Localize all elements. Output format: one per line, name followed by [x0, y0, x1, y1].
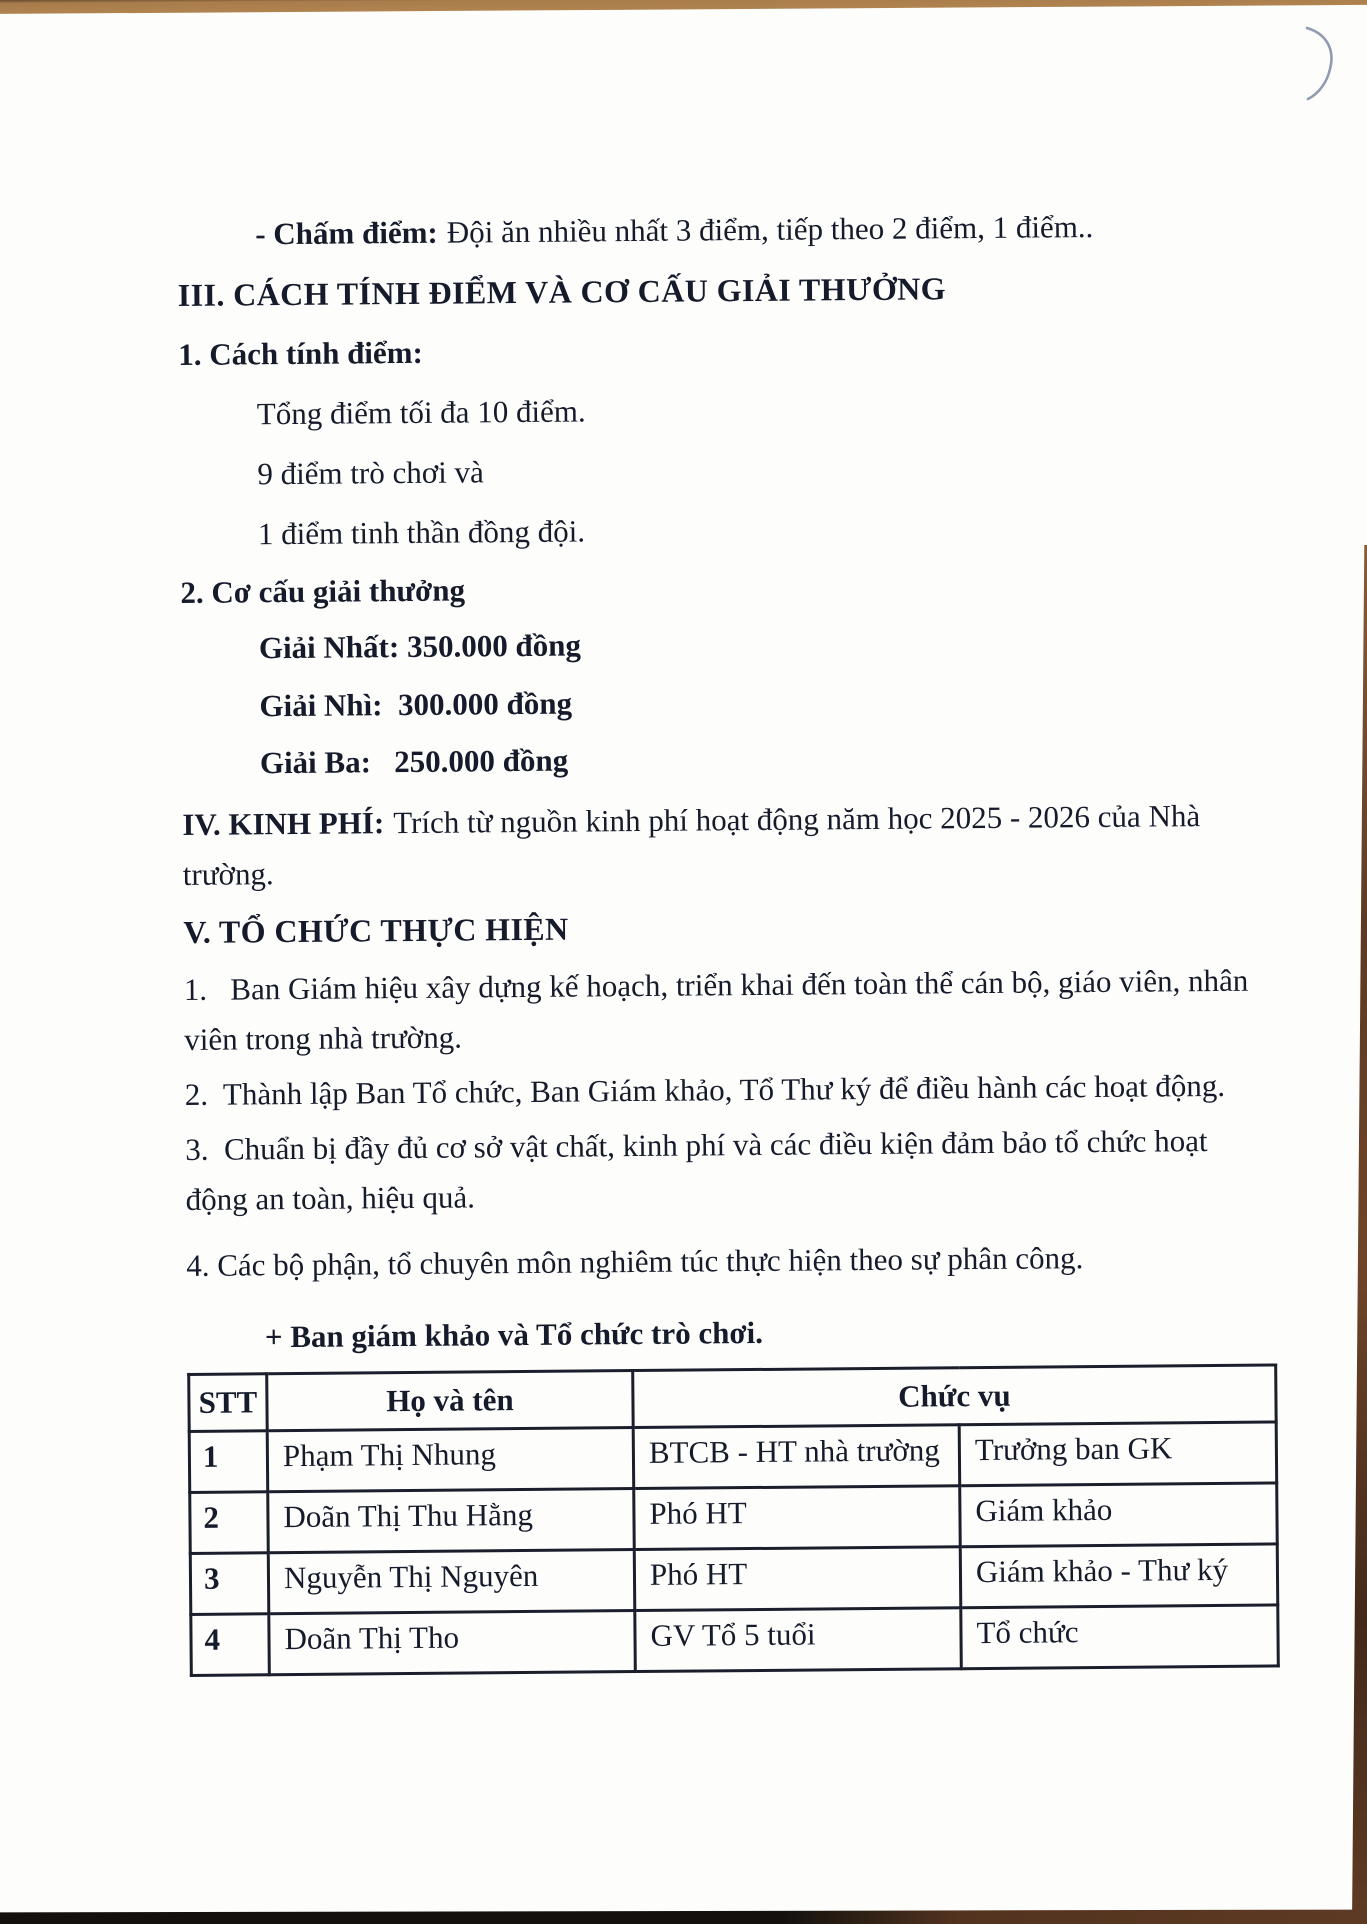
table-row — [190, 1483, 1278, 1553]
section-iii-title: III. CÁCH TÍNH ĐIỂM VÀ CƠ CẤU GIẢI THƯỞNG — [177, 270, 947, 313]
row2-name: Doãn Thị Thu Hằng — [268, 1489, 635, 1553]
header-position: Chức vụ — [633, 1365, 1276, 1428]
table-row — [189, 1422, 1277, 1492]
judges-table — [187, 1363, 1280, 1677]
header-stt: STT — [189, 1374, 267, 1432]
section-v-title: V. TỔ CHỨC THỰC HIỆN — [183, 910, 569, 950]
table-row — [191, 1605, 1279, 1675]
scoring-note-label: - Chấm điểm: — [255, 214, 438, 252]
calc-line-1: Tổng điểm tối đa 10 điểm. — [256, 393, 586, 432]
scoring-note-text: Đội ăn nhiều nhất 3 điểm, tiếp theo 2 điểm, 1 điểm.. — [446, 209, 1094, 250]
desk-edge-bottom — [0, 1910, 1367, 1924]
row4-role2: Tổ chức — [961, 1605, 1279, 1669]
prizes-title: 2. Cơ cấu giải thưởng — [180, 572, 466, 610]
row2-role2: Giám khảo — [960, 1483, 1278, 1547]
row2-stt: 2 — [190, 1492, 269, 1554]
scoring-note — [177, 196, 1247, 265]
section-iv-text: Trích từ nguồn kinh phí hoạt động năm học 2025 - 2026 của Nhà trường. — [182, 798, 1209, 892]
row1-stt: 1 — [189, 1431, 268, 1493]
org-item-1: 1. Ban Giám hiệu xây dựng kế hoạch, triển khai đến toàn thể cán bộ, giáo viên, nhân viên trong nhà trường. — [183, 962, 1257, 1057]
calc-line-2: 9 điểm trò chơi và — [257, 454, 484, 492]
desk-edge-right — [1352, 545, 1367, 1924]
judges-heading: + Ban giám khảo và Tổ chức trò chơi. — [264, 1314, 764, 1355]
table-row — [190, 1544, 1278, 1614]
table-header-row — [189, 1365, 1276, 1431]
prize-first: Giải Nhất: 350.000 đồng — [258, 627, 582, 666]
header-name: Họ và tên — [267, 1371, 633, 1431]
row1-role2: Trưởng ban GK — [959, 1422, 1277, 1486]
row3-role1: Phó HT — [634, 1547, 961, 1611]
org-item-4: 4. Các bộ phận, tổ chuyên môn nghiêm túc thực hiện theo sự phân công. — [186, 1240, 1084, 1283]
org-item-2: 2. Thành lập Ban Tổ chức, Ban Giám khảo, Tổ Thư ký để điều hành các hoạt động. — [184, 1067, 1226, 1112]
row3-name: Nguyễn Thị Nguyên — [268, 1550, 635, 1614]
row3-role2: Giám khảo - Thư ký — [960, 1544, 1278, 1608]
row2-role1: Phó HT — [634, 1486, 961, 1550]
row3-stt: 3 — [190, 1553, 269, 1615]
document-body — [177, 196, 1260, 1677]
row1-role1: BTCB - HT nhà trường — [633, 1425, 960, 1489]
calc-title: 1. Cách tính điểm: — [178, 334, 424, 372]
row4-stt: 4 — [191, 1614, 270, 1676]
row1-name: Phạm Thị Nhung — [267, 1428, 634, 1492]
pen-curl-mark — [1297, 24, 1349, 102]
row4-role1: GV Tổ 5 tuổi — [635, 1608, 962, 1672]
section-iv-label: IV. KINH PHÍ: — [182, 805, 385, 842]
row4-name: Doãn Thị Tho — [269, 1611, 636, 1675]
section-iv-paragraph — [182, 791, 1253, 900]
prize-second: Giải Nhì: 300.000 đồng — [259, 685, 573, 724]
calc-line-3: 1 điểm tinh thần đồng đội. — [257, 513, 586, 552]
prize-third: Giải Ba: 250.000 đồng — [259, 742, 569, 781]
desk-edge-top — [0, 0, 1367, 14]
org-item-3: 3. Chuẩn bị đầy đủ cơ sở vật chất, kinh phí và các điều kiện đảm bảo tổ chức hoạt động an toàn, hiệu quả. — [185, 1122, 1216, 1217]
